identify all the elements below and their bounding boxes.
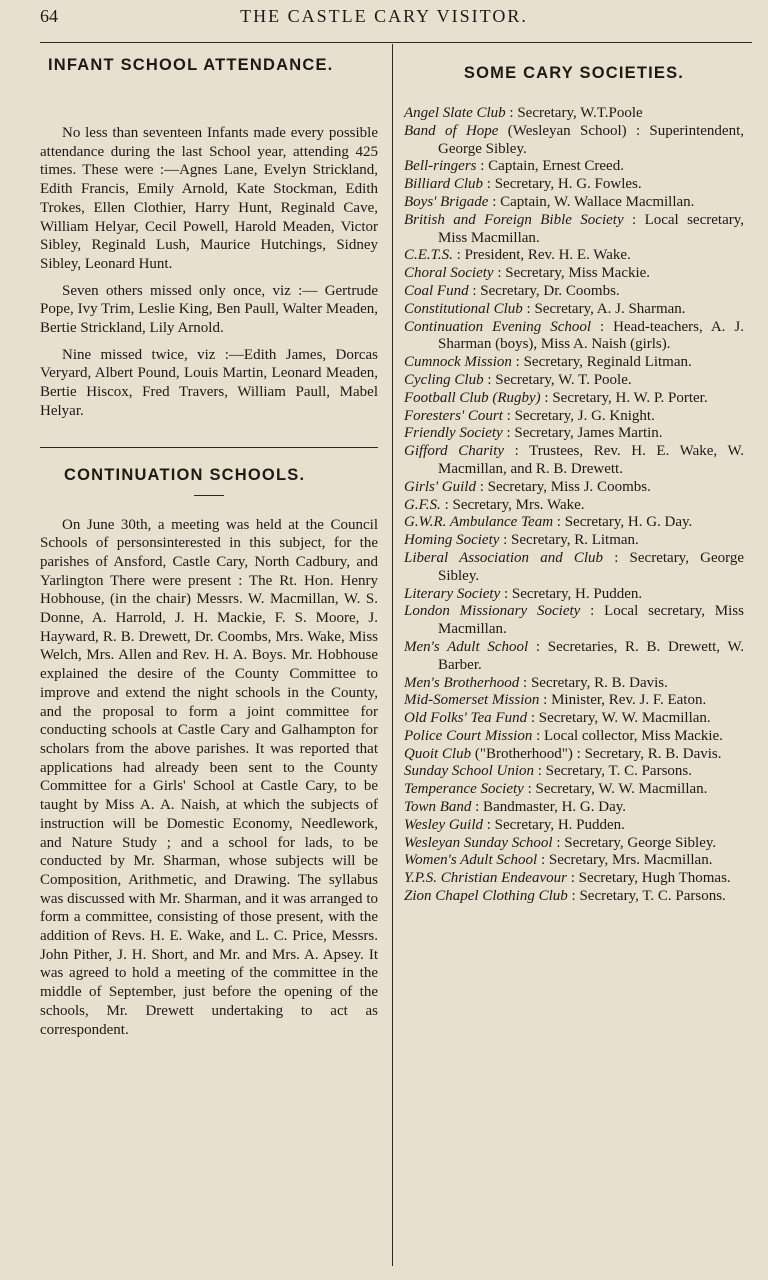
society-entry [404, 852, 744, 870]
society-detail: : Secretary, J. G. Knight. [502, 407, 655, 424]
page-number: 64 [40, 6, 58, 26]
society-name: Zion Chapel Clothing Club [404, 888, 568, 905]
society-name: Gifford Charity [404, 443, 505, 460]
society-name: Continuation Evening School [404, 318, 592, 335]
society-detail: : Local collector, Miss Mackie. [532, 727, 723, 744]
society-entry [404, 746, 744, 764]
society-entry [404, 194, 744, 212]
society-detail: : Captain, Ernest Creed. [476, 158, 624, 175]
society-name: British and Foreign Bible Society [404, 211, 624, 228]
society-detail: : Secretary, Mrs. Wake. [440, 496, 585, 513]
society-detail: : Secretary, T. C. Parsons. [567, 888, 726, 905]
society-detail: : Secretary, T. C. Parsons. [533, 763, 693, 780]
society-detail: : Secretary, H. G. Day. [553, 514, 693, 531]
society-detail: : Local secretary, Miss Macmillan. [438, 603, 744, 638]
infant-attendance-section [40, 56, 378, 421]
society-entry [404, 301, 744, 319]
society-detail: ("Brotherhood") : Secretary, R. B. Davis. [471, 745, 722, 762]
society-entry [404, 728, 744, 746]
running-title: THE CASTLE CARY VISITOR. [240, 6, 528, 26]
society-entry [404, 870, 744, 888]
society-detail: : Secretary, Reginald Litman. [511, 354, 692, 371]
society-detail: : Secretary, W.T.Poole [505, 105, 643, 121]
society-name: Billiard Club [404, 176, 484, 193]
society-name: Bell-ringers [404, 158, 477, 175]
society-name: Literary Society [404, 585, 501, 602]
society-name: Wesley Guild [404, 816, 484, 833]
left-column [40, 52, 378, 1039]
society-entry [404, 586, 744, 604]
society-name: Choral Society [404, 265, 494, 282]
society-entry [404, 763, 744, 781]
society-entry [404, 497, 744, 515]
society-entry [404, 692, 744, 710]
society-name: Town Band [404, 799, 472, 816]
society-name: G.W.R. Ambulance Team [404, 514, 554, 531]
society-detail: : Secretary, H. Pudden. [500, 585, 643, 602]
society-detail: : Secretary, Hugh Thomas. [566, 870, 731, 887]
society-name: G.F.S. [404, 496, 441, 513]
society-detail: (Wesleyan School) : Superintendent, George Sibley. [438, 122, 744, 157]
society-detail: : Secretary, George Sibley. [552, 834, 717, 851]
page-header [0, 0, 768, 40]
society-name: Old Folks' Tea Fund [404, 710, 528, 727]
society-detail: : Secretary, A. J. Sharman. [522, 300, 686, 317]
society-entry [404, 372, 744, 390]
society-detail: : Secretary, W. T. Poole. [483, 371, 632, 388]
society-entry [404, 675, 744, 693]
infant-paragraph-1: No less than seventeen Infants made every possible attendance during the last School year, attending 425 times. These were :—Agnes Lane, Evelyn Strickland, Edith Francis, Emily Arnold, Kate Stockman, Edith Trokes, Ellen Clothier, Harry Hunt, Reginald Cave, William Helyar, Cecil Powell, Harold Meaden, Victor Sibley, Reginald Lush, Maurice Hutchings, Sidney Sibley, Leonard Hunt. [40, 125, 378, 272]
society-detail: : Bandmaster, H. G. Day. [471, 799, 627, 816]
continuation-schools-heading: CONTINUATION SCHOOLS. [64, 465, 306, 484]
society-entry [404, 176, 744, 194]
society-entry [404, 319, 744, 355]
society-detail: : Secretary, Miss J. Coombs. [475, 478, 651, 495]
society-name: Girls' Guild [404, 478, 476, 495]
society-name: C.E.T.S. [404, 247, 453, 264]
society-detail: : Secretary, Dr. Coombs. [468, 282, 620, 299]
society-detail: : Secretary, W. W. Macmillan. [523, 781, 708, 798]
society-detail: : Secretary, H. G. Fowles. [483, 176, 642, 193]
society-detail: : Secretary, H. W. P. Porter. [540, 389, 708, 406]
society-name: Quoit Club [404, 745, 472, 762]
society-name: Mid-Somerset Mission [404, 692, 540, 709]
society-name: Y.P.S. Christian Endeavour [404, 870, 567, 887]
society-name: Cycling Club [404, 371, 484, 388]
society-name: Wesleyan Sunday School [404, 834, 553, 851]
society-name: Sunday School Union [404, 763, 534, 780]
society-name: London Missionary Society [404, 603, 581, 620]
society-detail: : Secretary, George Sibley. [438, 549, 744, 584]
society-name: Cumnock Mission [404, 354, 512, 371]
society-detail: : Secretary, Mrs. Macmillan. [537, 852, 713, 869]
infant-paragraph-3: Nine missed twice, viz :—Edith James, Dorcas Veryard, Albert Pound, Louis Martin, Leonard Meaden, Bertie Hiscox, Fred Travers, William Paull, Mabel Helyar. [40, 346, 378, 419]
society-name: Band of Hope [404, 122, 499, 139]
continuation-paragraph: On June 30th, a meeting was held at the Council Schools of personsinterested in this subject, for the parishes of Ansford, Castle Cary, North Cadbury, and Yarlington There were present : The Rt. Hon. Henry Hobhouse, (in the chair) Messrs. W. Macmillan, W. S. Donne, A. Harrold, J. H. Mackie, F. S. Moore, J. Hayward, R. B. Drewett, Dr. Coombs, Mrs. Wake, Miss Welch, Mrs. Allen and Rev. H. A. Boys. Mr. Hobhouse explained the desire of the County Committee to improve and extend the night schools in the County, and the proposal to form a joint committee for conducting schools at Castle Cary and Galhampton for scholars from the above parishes. It was reported that applications had already been sent to the County Committee for a Girls' School at Castle Cary, to be taught by Miss A. A. Naish, at which the subjects of instruction will be Domestic Economy, Needlework, and Nature Study ; and a school for lads, to be conducted by Mr. Sharman, whose subjects will be Composition, Arithmetic, and Drawing. The syllabus was discussed with Mr. Sharman, and it was arranged to form a committee, consisting of those present, with the addition of Revs. H. E. Wake, and L. C. Price, Messrs. John Pither, J. H. Short, and Mr. and Mrs. A. Apsey. It was agreed to hold a meeting of the committee in the middle of September, just before the opening of the schools, Mr. Drewett undertaking to act as correspondent. [40, 516, 378, 1038]
society-name: Liberal Association and Club [404, 549, 604, 566]
society-entry [404, 212, 744, 248]
society-name: Temperance Society [404, 781, 524, 798]
society-detail: : Minister, Rev. J. F. Eaton. [539, 692, 707, 709]
society-entry [404, 247, 744, 265]
society-detail: : Secretary, W. W. Macmillan. [527, 710, 711, 727]
society-entry [404, 443, 744, 479]
society-entry [404, 390, 744, 408]
society-name: Friendly Society [404, 425, 503, 442]
society-detail: : President, Rev. H. E. Wake. [452, 247, 631, 264]
right-column [404, 52, 744, 906]
society-name: Men's Adult School [404, 638, 529, 655]
society-entry [404, 479, 744, 497]
infant-attendance-heading: INFANT SCHOOL ATTENDANCE. [48, 56, 334, 74]
society-entry [404, 283, 744, 301]
society-name: Boys' Brigade [404, 193, 489, 210]
society-entry [404, 710, 744, 728]
society-entry [404, 532, 744, 550]
society-detail: : Head-teachers, A. J. Sharman (boys), Miss A. Naish (girls). [438, 318, 744, 353]
society-entry [404, 799, 744, 817]
society-detail: : Secretary, R. Litman. [499, 532, 639, 549]
society-entry [404, 835, 744, 853]
header-rule [40, 42, 752, 43]
society-name: Men's Brotherhood [404, 674, 520, 691]
society-name: Football Club (Rugby) [404, 389, 541, 406]
society-entry [404, 158, 744, 176]
society-name: Coal Fund [404, 282, 469, 299]
society-entry [404, 408, 744, 426]
continuation-schools-section [40, 466, 378, 1040]
society-detail: : Trustees, Rev. H. E. Wake, W. Macmillan, and R. B. Drewett. [438, 443, 744, 477]
society-entry [404, 123, 744, 159]
society-detail: : Secretaries, R. B. Drewett, W. Barber. [438, 638, 745, 673]
society-name: Women's Adult School [404, 852, 538, 869]
society-detail: : Secretary, James Martin. [502, 425, 663, 442]
society-name: Foresters' Court [404, 407, 503, 424]
society-name: Constitutional Club [404, 300, 523, 317]
society-name: Angel Slate Club [404, 105, 506, 121]
society-entry [404, 105, 744, 123]
column-divider [392, 44, 393, 1266]
society-detail: : Secretary, H. Pudden. [483, 816, 625, 833]
society-detail: : Local secretary, Miss Macmillan. [438, 211, 744, 246]
society-entry [404, 639, 744, 675]
society-detail: : Secretary, Miss Mackie. [493, 265, 651, 282]
society-entry [404, 888, 744, 906]
infant-paragraph-2: Seven others missed only once, viz :— Gertrude Pope, Ivy Trim, Leslie King, Ben Paull, Walter Meaden, Bertie Strickland, Lily Arnold. [40, 282, 378, 337]
societies-list [404, 105, 744, 906]
society-detail: : Captain, W. Wallace Macmillan. [488, 193, 695, 210]
society-detail: : Secretary, R. B. Davis. [519, 674, 668, 691]
section-rule [40, 447, 378, 448]
society-name: Homing Society [404, 532, 500, 549]
society-entry [404, 354, 744, 372]
society-entry [404, 265, 744, 283]
society-entry [404, 550, 744, 586]
society-entry [404, 514, 744, 532]
society-name: Police Court Mission [404, 727, 533, 744]
societies-heading: SOME CARY SOCIETIES. [463, 64, 685, 82]
society-entry [404, 425, 744, 443]
society-entry [404, 817, 744, 835]
society-entry [404, 603, 744, 639]
society-entry [404, 781, 744, 799]
